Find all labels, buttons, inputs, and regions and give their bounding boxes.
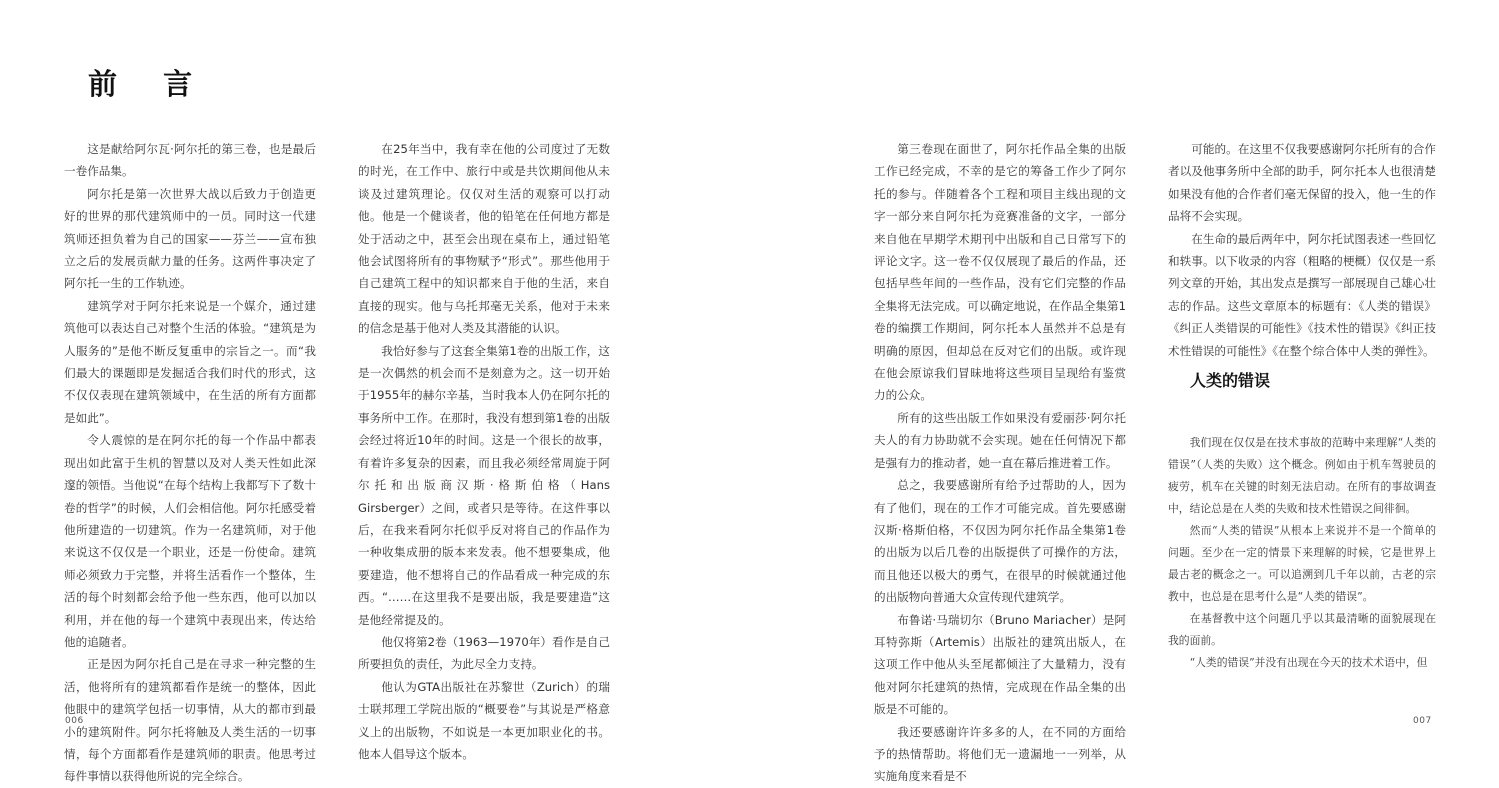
page-title: 前 言: [88, 67, 211, 101]
section-body: [1168, 432, 1436, 674]
paragraph: 他仅将第2卷（1963—1970年）看作是自己所要担负的责任，为此尽全力支持。: [358, 634, 610, 672]
paragraph: 第三卷现在面世了，阿尔托作品全集的出版工作已经完成，不幸的是它的筹备工作少了阿尔托的参与。伴随着各个工程和项目主线出现的文字一部分来自阿尔托为竞赛准备的文字，一部分来自他在早期学术期刊中出版和自己日常写下的评论文字。这一卷不仅仅展现了最后的作品，还包括早些年间的一些作品，没有它们完整的作品全集将无法完成。可以确定地说，在作品全集第1卷的编撰工作期间，阿尔托本人虽然并不总是有明确的原因，但却总在反对它们的出版。或许现在他会原谅我们冒昧地将这些项目呈现给有鉴赏力的公众。: [874, 142, 1126, 403]
paragraph: 令人震惊的是在阿尔托的每一个作品中都表现出如此富于生机的智慧以及对人类天性如此深邃的领悟。当他说“在每个结构上我都写下了数十卷的哲学”的时候，人们会相信他。阿尔托感受着他所建造的一切建筑。作为一名建筑师，对于他来说这不仅仅是一个职业，还是一份使命。建筑师必须致力于完整，并将生活看作一个整体，生活的每个时刻都会给予他一些东西，他可以加以利用，并在他的每一个建筑中表现出来，传达给他的追随者。: [64, 433, 316, 649]
paragraph: 在基督教中这个问题几乎以其最清晰的面貌展现在我的面前。: [1168, 612, 1436, 647]
paragraph: 我们现在仅仅是在技术事故的范畴中来理解“人类的错误”（人类的失败）这个概念。例如由于机车驾驶员的疲劳，机车在关键的时刻无法启动。在所有的事故调查中，结论总是在人类的失败和技术性错误之间徘徊。: [1168, 436, 1436, 515]
section-heading: 人类的错误: [1190, 371, 1271, 390]
paragraph: 在25年当中，我有幸在他的公司度过了无数的时光，在工作中、旅行中或是共饮期间他从未谈及过建筑理论。仅仅对生活的观察可以打动他。他是一个健谈者，他的铅笔在任何地方都是处于活动之中，甚至会出现在桌布上，通过铅笔他会试图将所有的事物赋予“形式”。那些他用于自己建筑工程中的知识都来自于他的生活，来自直接的现实。他与乌托邦毫无关系，他对于未来的信念是基于他对人类及其潜能的认识。: [358, 142, 610, 336]
paragraph: 可能的。在这里不仅我要感谢阿尔托所有的合作者以及他事务所中全部的助手，阿尔托本人也很清楚如果没有他的合作者们毫无保留的投入，他一生的作品将不会实现。: [1168, 142, 1436, 224]
text-column-3: [874, 138, 1126, 788]
paragraph: 这是献给阿尔瓦·阿尔托的第三卷，也是最后一卷作品集。: [64, 142, 316, 179]
paragraph: 建筑学对于阿尔托来说是一个媒介，通过建筑他可以表达自己对整个生活的体验。“建筑是为人服务的”是他不断反复重申的宗旨之一。而“我们最大的课题即是发掘适合我们时代的形式，这不仅仅表现在建筑领域中，在生活的所有方面都是如此”。: [64, 298, 316, 425]
paragraph: 在生命的最后两年中，阿尔托试图表述一些回忆和轶事。以下收录的内容（粗略的梗概）仅仅是一系列文章的开始，其出发点是撰写一部展现自己雄心壮志的作品。这些文章原本的标题有：《人类的错误》《纠正人类错误的可能性》《技术性的错误》《纠正技术性错误的可能性》《在整个综合体中人类的弹性》。: [1168, 231, 1436, 358]
paragraph: 我恰好参与了这套全集第1卷的出版工作，这是一次偶然的机会而不是刻意为之。这一切开始于1955年的赫尔辛基，当时我本人仍在阿尔托的事务所中工作。在那时，我没有想到第1卷的出版会经过将近10年的时间。这是一个很长的故事，有着许多复杂的因素，而且我必须经常周旋于阿尔托和出版商汉斯·格斯伯格（Hans Girsberger）之间，或者只是等待。在这件事以后，在我来看阿尔托似乎反对将自己的作品作为一种收集成册的版本来发表。他不想要集成，他要建造，他不想将自己的作品看成一种完成的东西。“……在这里我不是要出版，我是要建造”这是他经常提及的。: [358, 343, 610, 627]
paragraph: 他认为GTA出版社在苏黎世（Zurich）的瑞士联邦理工学院出版的“概要卷”与其说是严格意义上的出版物，不如说是一本更加职业化的书。他本人倡导这个版本。: [358, 679, 610, 761]
paragraph: 总之，我要感谢所有给予过帮助的人，因为有了他们，现在的工作才可能完成。首先要感谢汉斯·格斯伯格，不仅因为阿尔托作品全集第1卷的出版为以后几卷的出版提供了可操作的方法，而且他还以极大的勇气，在很早的时候就通过他的出版物向普通大众宣传现代建筑学。: [874, 478, 1126, 605]
page-number-right: 007: [1413, 716, 1432, 726]
text-column-4: [1168, 138, 1436, 362]
paragraph: 布鲁诺·马瑞切尔（Bruno Mariacher）是阿耳特弥斯（Artemis）出版社的建筑出版人，在这项工作中他从头至尾都倾注了大量精力，没有他对阿尔托建筑的热情，完成现在作品全集的出版是不可能的。: [874, 612, 1126, 717]
text-column-2: [358, 138, 610, 765]
paragraph: 所有的这些出版工作如果没有爱丽莎·阿尔托夫人的有力协助就不会实现。她在任何情况下都是强有力的推动者，她一直在幕后推进着工作。: [874, 410, 1126, 470]
paragraph: 正是因为阿尔托自己是在寻求一种完整的生活，他将所有的建筑都看作是统一的整体，因此他眼中的建筑学包括一切事情，从大的都市到最小的建筑附件。阿尔托将触及人类生活的一切事情，每个方面都看作是建筑师的职责。他思考过每件事情以获得他所说的完全综合。: [64, 657, 316, 784]
paragraph: 然而“人类的错误”从根本上来说并不是一个简单的问题。至少在一定的情景下来理解的时候，它是世界上最古老的概念之一。可以追溯到几千年以前，古老的宗教中，也总是在思考什么是“人类的错误”。: [1168, 524, 1436, 603]
page-number-left: 006: [65, 716, 84, 726]
text-column-1: [64, 138, 316, 788]
paragraph: 阿尔托是第一次世界大战以后致力于创造更好的世界的那代建筑师中的一员。同时这一代建筑师还担负着为自己的国家——芬兰——宣布独立之后的发展贡献力量的任务。这两件事决定了阿尔托一生的工作轨迹。: [64, 186, 316, 291]
paragraph: “人类的错误”并没有出现在今天的技术术语中，但: [1189, 656, 1428, 669]
paragraph: 我还要感谢许许多多的人，在不同的方面给予的热情帮助。将他们无一遗漏地一一列举，从实施角度来看是不: [874, 724, 1126, 784]
